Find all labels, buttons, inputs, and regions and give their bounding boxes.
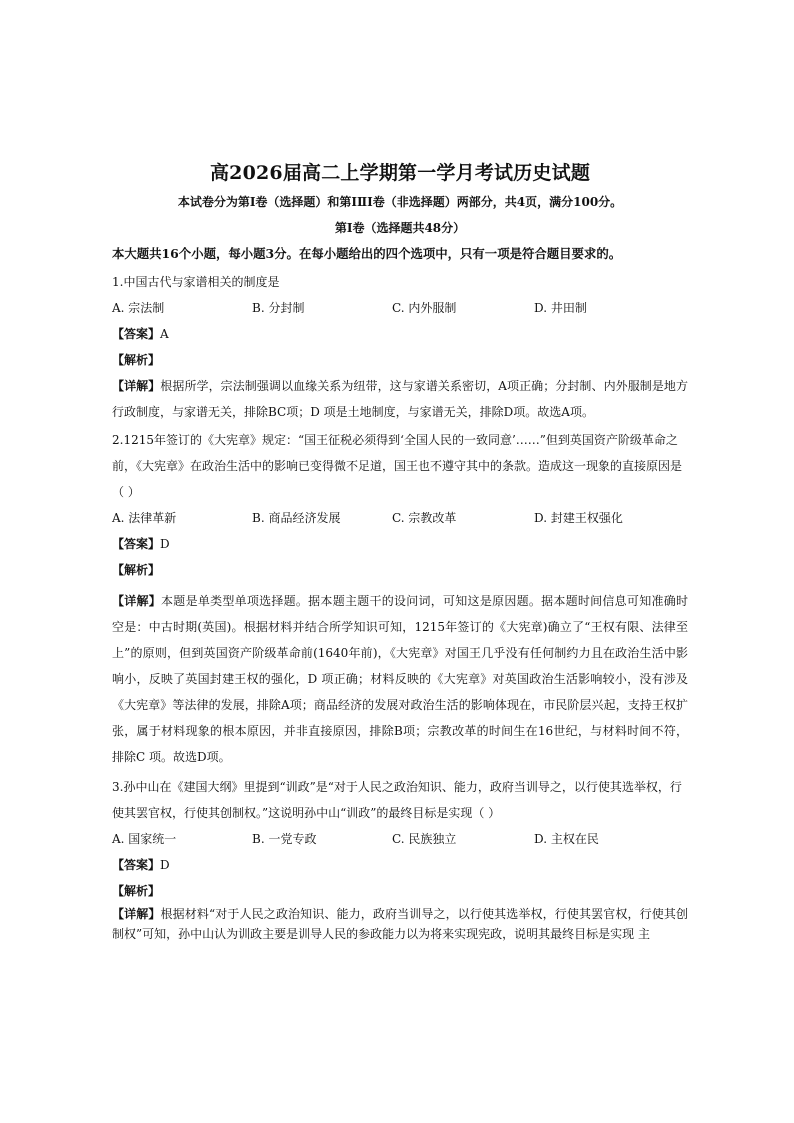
answer-value: D xyxy=(160,858,170,872)
detail-tag: 【详解】 xyxy=(112,594,162,608)
option-row xyxy=(112,826,688,852)
option-b: B. 商品经济发展 xyxy=(252,511,341,525)
answer-tag: 【答案】 xyxy=(112,537,161,551)
option-d: D. 封建王权强化 xyxy=(534,511,623,525)
option-d: D. 主权在民 xyxy=(534,832,599,846)
analysis-detail xyxy=(112,588,688,770)
option-b: B. 分封制 xyxy=(252,301,305,315)
answer-value: D xyxy=(160,537,170,551)
answer-line xyxy=(112,852,688,878)
answer-line xyxy=(112,531,688,557)
option-a: A. 法律革新 xyxy=(112,511,177,525)
analysis-heading: 【解析】 xyxy=(112,353,161,367)
answer-tag: 【答案】 xyxy=(112,858,161,872)
question-2 xyxy=(112,427,688,770)
question-3 xyxy=(112,772,688,944)
detail-text: 本题是单类型单项选择题。据本题主题干的设问词，可知这是原因题。据本题时间信息可知准确时空是：中古时期(英国)。根据材料并结合所学知识可知，1215年签订的《大宪章)确立了“王权有限、法律至上”的原则，但到英国资产阶级革命前(1640年前)，《大宪章》对国王几乎没有任何制约力且在政治生活中影响小，反映了英国封建王权的强化，D 项正确；材料反映的《大宪章》对英国政治生活影响较小，没有涉及《大宪章》等法律的发展，排除A项；商品经济的发展对政治生活的影响体现在，市民阶层兴起，支持王权扩张，属于材料现象的根本原因，并非直接原因，排除B项；宗教改革的时间生在16世纪，与材料时间不符，排除C 项。故选D项。 xyxy=(112,594,688,764)
option-c: C. 宗教改革 xyxy=(392,511,457,525)
answer-line xyxy=(112,321,688,347)
option-row xyxy=(112,295,688,321)
section-instruction: 本大题共16个小题，每小题3分。在每小题给出的四个选项中，只有一项是符合题目要求的。 xyxy=(112,246,622,261)
detail-tag: 【详解】 xyxy=(112,379,161,393)
question-stem: 3.孙中山在《建国大纲》里提到“训政”是“对于人民之政治知识、能力，政府当训导之，以行使其选举权，行使其罢官权，行使其创制权。”这说明孙中山“训政”的最终目标是实现（ ） xyxy=(112,780,682,820)
analysis-detail xyxy=(112,904,688,944)
analysis-heading: 【解析】 xyxy=(112,563,161,577)
answer-value: A xyxy=(160,327,169,341)
analysis-heading: 【解析】 xyxy=(112,884,161,898)
paper-subtitle: 本试卷分为第Ⅰ卷（选择题）和第ⅠⅡⅠ卷（非选择题）两部分，共4页，满分100分。 xyxy=(177,195,623,209)
detail-text: 根据所学，宗法制强调以血缘关系为纽带，这与家谱关系密切，A项正确；分封制、内外服制是地方行政制度，与家谱无关，排除BC项；D 项是土地制度，与家谱无关，排除D项。故选A项。 xyxy=(112,379,688,419)
analysis-detail xyxy=(112,373,688,425)
question-1 xyxy=(112,269,688,425)
detail-text: 根据材料“对于人民之政治知识、能力，政府当训导之，以行使其选举权，行使其罢官权，行使其创制权”可知，孙中山认为训政主要是训导人民的参政能力以为将来实现宪政，说明其最终目标是实现 主 xyxy=(112,907,688,941)
option-d: D. 井田制 xyxy=(534,301,587,315)
option-a: A. 宗法制 xyxy=(112,301,165,315)
detail-tag: 【详解】 xyxy=(112,907,161,921)
option-a: A. 国家统一 xyxy=(112,832,177,846)
answer-tag: 【答案】 xyxy=(112,327,161,341)
option-c: C. 民族独立 xyxy=(392,832,457,846)
paper-title: 高2026届高二上学期第一学月考试历史试题 xyxy=(209,162,591,184)
exam-paper xyxy=(112,158,688,946)
question-stem: 2.1215年签订的《大宪章》规定：“国王征税必须得到‘全国人民的一致同意’……”但到英国资产阶级革命之前，《大宪章》在政治生活中的影响已变得微不足道，国王也不遵守其中的条款。造成这一现象的直接原因是（ ） xyxy=(112,433,683,499)
option-c: C. 内外服制 xyxy=(392,301,457,315)
option-b: B. 一党专政 xyxy=(252,832,317,846)
option-row xyxy=(112,505,688,531)
question-stem: 1.中国古代与家谱相关的制度是 xyxy=(112,275,280,289)
section-title: 第Ⅰ卷（选择题共48分） xyxy=(334,221,466,235)
